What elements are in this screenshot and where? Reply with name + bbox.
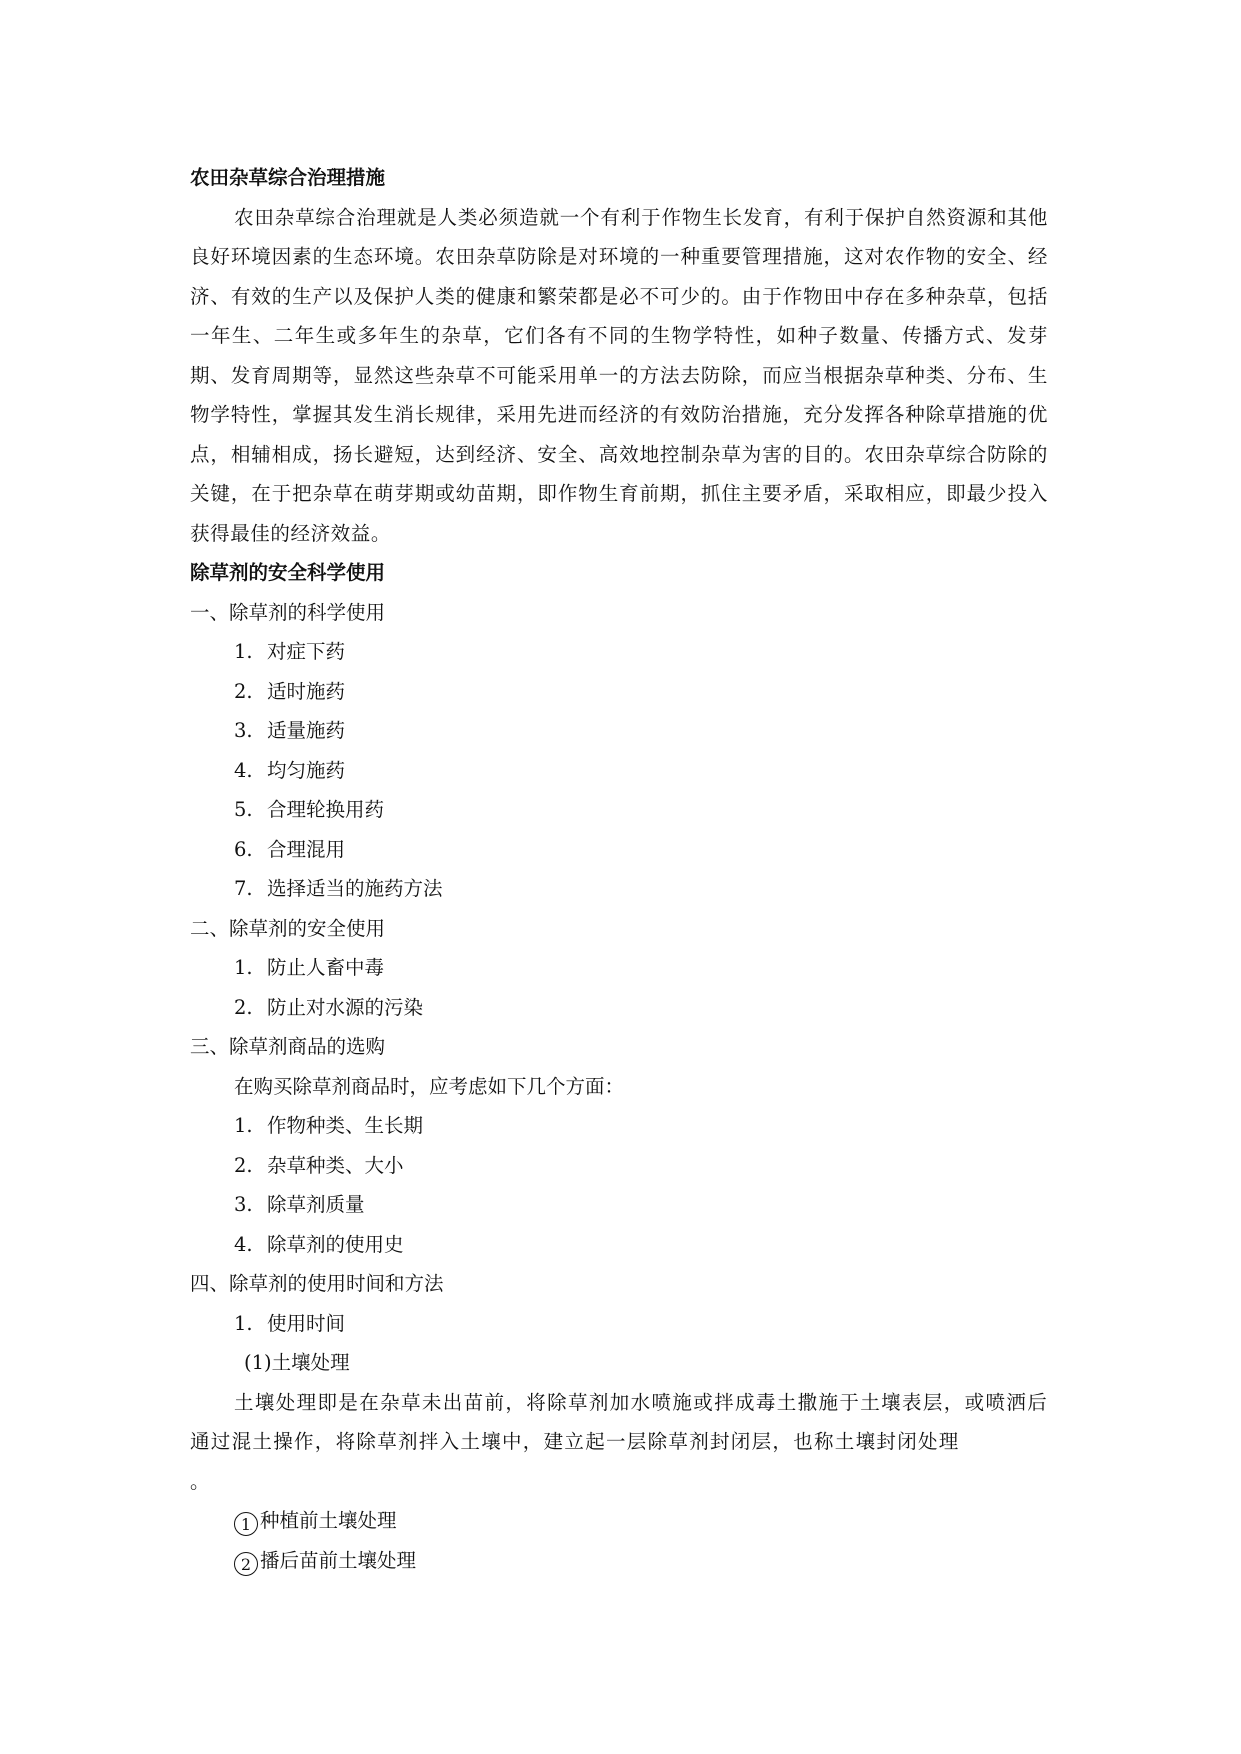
list-text: 防止对水源的污染: [267, 995, 424, 1019]
list-number: 4.: [234, 1232, 253, 1256]
list-number: 1.: [234, 1311, 253, 1335]
list-number: 3.: [234, 719, 253, 742]
list-item: [190, 751, 1048, 791]
list-text: 选择适当的施药方法: [267, 877, 443, 900]
section-subtitle: 除草剂的安全科学使用: [190, 561, 386, 584]
list-text: 合理轮换用药: [267, 798, 385, 821]
list-text: 对症下药: [267, 640, 346, 663]
list-number: 7.: [234, 877, 253, 900]
list-item: [190, 790, 1048, 830]
list-number: 2.: [234, 1153, 253, 1177]
list-item: [190, 1185, 1048, 1225]
list-number: 6.: [234, 837, 253, 861]
list-number: 2.: [234, 995, 253, 1019]
list-item: [190, 1146, 1048, 1186]
circled-item-text: 播后苗前土壤处理: [260, 1548, 417, 1572]
list-item: [190, 711, 1048, 751]
list-text: 除草剂的使用史: [267, 1232, 404, 1256]
list-text: 适量施药: [267, 719, 346, 742]
soil-treatment-paragraph: 土壤处理即是在杂草未出苗前，将除草剂加水喷施或拌成毒土撒施于土壤表层，或喷洒后通过混土操作，将除草剂拌入土壤中，建立起一层除草剂封闭层，也称土壤封闭处理: [190, 1390, 1048, 1453]
list-item: [190, 1106, 1048, 1146]
list-text: 杂草种类、大小: [267, 1153, 404, 1177]
list-text: 防止人畜中毒: [267, 956, 385, 979]
section-3-heading: 三、除草剂商品的选购: [190, 1035, 386, 1058]
list-number: 2.: [234, 679, 253, 703]
circled-number: 1: [234, 1512, 258, 1536]
list-text: 合理混用: [267, 837, 346, 861]
document-page: [190, 158, 1048, 1580]
document-title: 农田杂草综合治理措施: [190, 166, 386, 189]
section-2-heading: 二、除草剂的安全使用: [190, 916, 386, 940]
list-number: 1.: [234, 956, 253, 979]
paragraph-end-mark: 。: [190, 1469, 210, 1493]
circled-number: 2: [234, 1552, 258, 1576]
circled-item: [190, 1541, 1048, 1581]
list-item: [190, 869, 1048, 909]
section-4-heading: 四、除草剂的使用时间和方法: [190, 1272, 444, 1295]
list-text: 作物种类、生长期: [267, 1114, 424, 1137]
circled-item-text: 种植前土壤处理: [260, 1509, 397, 1532]
list-text: 适时施药: [267, 679, 346, 703]
list-number: 5.: [234, 798, 253, 821]
list-item: [190, 948, 1048, 988]
list-item: [190, 988, 1048, 1028]
list-item: [190, 1225, 1048, 1265]
list-item: [190, 830, 1048, 870]
list-text: 使用时间: [267, 1311, 346, 1335]
list-item: [190, 672, 1048, 712]
section-1-heading: 一、除草剂的科学使用: [190, 600, 386, 624]
circled-item: [190, 1501, 1048, 1541]
list-number: 1.: [234, 640, 253, 663]
sub-item-soil-treatment: (1)土壤处理: [244, 1351, 350, 1374]
list-item: [190, 1304, 1048, 1344]
list-number: 3.: [234, 1193, 253, 1216]
list-item: [190, 632, 1048, 672]
list-text: 除草剂质量: [267, 1193, 365, 1216]
section-3-lead: 在购买除草剂商品时，应考虑如下几个方面：: [234, 1074, 625, 1098]
list-number: 1.: [234, 1114, 253, 1137]
list-text: 均匀施药: [267, 758, 346, 782]
intro-paragraph: 农田杂草综合治理就是人类必须造就一个有利于作物生长发育，有利于保护自然资源和其他良好环境因素的生态环境。农田杂草防除是对环境的一种重要管理措施，这对农作物的安全、经济、有效的生产以及保护人类的健康和繁荣都是必不可少的。由于作物田中存在多种杂草，包括一年生、二年生或多年生的杂草，它们各有不同的生物学特性，如种子数量、传播方式、发芽期、发育周期等，显然这些杂草不可能采用单一的方法去防除，而应当根据杂草种类、分布、生物学特性，掌握其发生消长规律，采用先进而经济的有效防治措施，充分发挥各种除草措施的优点，相辅相成，扬长避短，达到经济、安全、高效地控制杂草为害的目的。农田杂草综合防除的关键，在于把杂草在萌芽期或幼苗期，即作物生育前期，抓住主要矛盾，采取相应，即最少投入获得最佳的经济效益。: [190, 205, 1048, 545]
list-number: 4.: [234, 758, 253, 782]
